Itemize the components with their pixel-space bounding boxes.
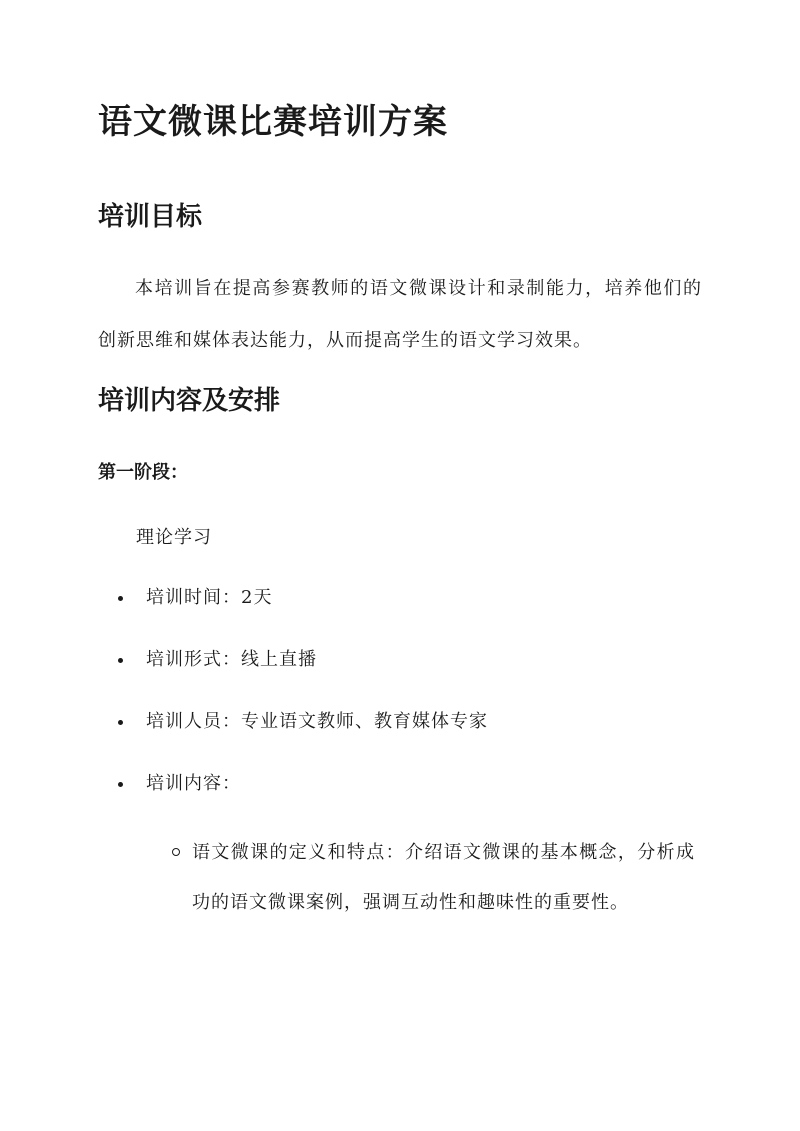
list-item: [98, 584, 718, 646]
stage-bullet-list: [98, 584, 718, 832]
document-title: 语文微课比赛培训方案: [98, 102, 448, 142]
stage-title: 第一阶段：: [98, 462, 188, 483]
list-item-text: 培训人员：专业语文教师、教育媒体专家: [146, 711, 488, 732]
sub-list-item-text: 语文微课的定义和特点：介绍语文微课的基本概念，分析成功的语文微课案例，强调互动性和趣味性的重要性。: [192, 842, 695, 913]
section-heading-content-schedule: 培训内容及安排: [98, 386, 281, 416]
stage-sub-bullet-list: [170, 828, 695, 928]
bullet-dot-icon: [118, 658, 123, 663]
stage-subtitle: 理论学习: [136, 527, 212, 548]
list-item-text: 培训形式：线上直播: [146, 649, 317, 670]
sub-list-item: [170, 828, 695, 928]
section-heading-goals: 培训目标: [98, 202, 203, 232]
list-item-text: 培训内容：: [146, 773, 241, 794]
goals-paragraph: 本培训旨在提高参赛教师的语文微课设计和录制能力，培养他们的创新思维和媒体表达能力，从而提高学生的语文学习效果。: [98, 278, 702, 351]
bullet-dot-icon: [118, 596, 123, 601]
bullet-dot-icon: [118, 720, 123, 725]
list-item-text: 培训时间：2天: [146, 587, 273, 608]
list-item: [98, 708, 718, 770]
bullet-dot-icon: [118, 782, 123, 787]
list-item: [98, 770, 718, 832]
circle-bullet-icon: [172, 848, 180, 856]
list-item: [98, 646, 718, 708]
